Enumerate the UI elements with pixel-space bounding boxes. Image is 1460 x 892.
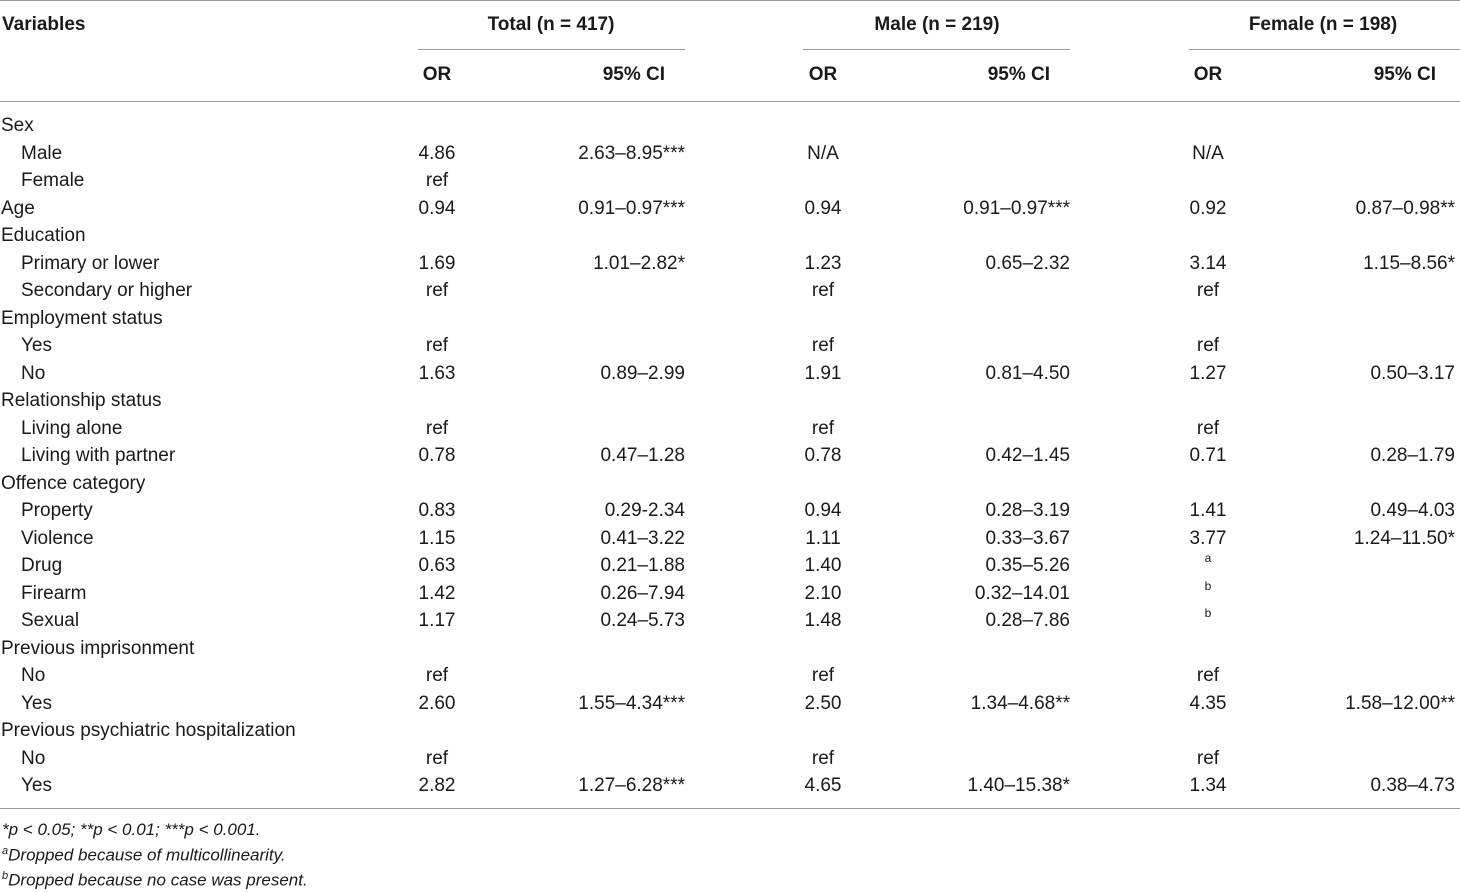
row-label: Female [21, 170, 85, 191]
cell-or-female: N/A [1192, 142, 1224, 164]
row-label: Drug [21, 555, 63, 576]
row-label: Primary or lower [21, 252, 160, 274]
cell-or-female: ref [1196, 280, 1220, 301]
row-label: Sex [1, 115, 34, 136]
table-bottom-rule [0, 808, 1460, 809]
cell-or-total: ref [425, 417, 449, 439]
cell-or-male: 2.10 [804, 582, 842, 604]
row-label: Education [1, 225, 86, 246]
ci-header-total: 95% CI [602, 64, 665, 85]
cell-ci-male: 0.42–1.45 [985, 445, 1070, 466]
cell-or-total: 1.69 [418, 252, 456, 274]
cell-or-total: ref [425, 280, 449, 301]
variables-header: Variables [2, 14, 86, 35]
header-bottom-rule [0, 101, 1460, 102]
row-label: Firearm [21, 582, 87, 604]
cell-ci-total: 0.29-2.34 [604, 500, 685, 521]
cell-or-male: 0.94 [804, 197, 842, 219]
cell-ci-total: 2.63–8.95*** [578, 142, 685, 164]
cell-or-male: 4.65 [804, 775, 842, 796]
group-rule-female [1189, 49, 1460, 50]
cell-or-total: 1.17 [418, 610, 456, 631]
cell-ci-total: 0.24–5.73 [600, 610, 685, 631]
cell-or-female: 3.77 [1189, 527, 1227, 549]
ci-header-female: 95% CI [1373, 64, 1436, 85]
cell-or-male: 1.91 [804, 362, 842, 384]
cell-ci-female: 0.50–3.17 [1370, 362, 1455, 384]
cell-or-female: a [1204, 551, 1212, 565]
cell-or-male: ref [811, 335, 835, 356]
row-label: Living with partner [21, 445, 176, 466]
cell-ci-total: 0.41–3.22 [600, 527, 685, 549]
cell-ci-female: 0.49–4.03 [1370, 500, 1455, 521]
cell-ci-male: 1.40–15.38* [967, 775, 1070, 796]
ci-header-male: 95% CI [987, 64, 1050, 85]
cell-ci-male: 0.81–4.50 [985, 362, 1070, 384]
cell-or-male: 1.23 [804, 252, 842, 274]
cell-or-total: 0.63 [418, 555, 456, 576]
row-label: Yes [21, 775, 52, 796]
row-label: Male [21, 142, 63, 164]
row-label: Living alone [21, 417, 123, 439]
row-label: No [21, 747, 46, 769]
or-header-total: OR [422, 64, 452, 85]
cell-or-female: ref [1196, 417, 1220, 439]
cell-ci-male: 0.28–7.86 [985, 610, 1070, 631]
row-label: Sexual [21, 610, 80, 631]
cell-ci-female: 1.58–12.00** [1345, 692, 1455, 714]
cell-or-total: 0.78 [418, 445, 456, 466]
cell-or-male: ref [811, 280, 835, 301]
row-label: Age [1, 197, 35, 219]
cell-or-male: ref [811, 417, 835, 439]
cell-or-total: 1.15 [418, 527, 456, 549]
cell-ci-male: 1.34–4.68** [970, 692, 1070, 714]
footnote-a-mark: a [2, 845, 9, 857]
row-label: No [21, 665, 46, 686]
footnote-significance: *p < 0.05; **p < 0.01; ***p < 0.001. [2, 820, 261, 839]
cell-or-total: ref [425, 335, 449, 356]
cell-ci-total: 1.01–2.82* [593, 252, 685, 274]
cell-or-male: ref [811, 665, 835, 686]
group-header-total: Total (n = 417) [487, 14, 615, 35]
footnote-b-mark: b [2, 870, 9, 882]
cell-or-total: 2.60 [418, 692, 456, 714]
cell-ci-total: 0.47–1.28 [600, 445, 685, 466]
cell-or-female: 3.14 [1189, 252, 1227, 274]
cell-ci-male: 0.91–0.97*** [963, 197, 1070, 219]
footnote-a [2, 845, 286, 866]
footnote-b [2, 870, 308, 891]
cell-or-total: ref [425, 170, 449, 191]
cell-or-male: 0.94 [804, 500, 842, 521]
cell-or-total: 0.94 [418, 197, 456, 219]
cell-or-male: 1.48 [804, 610, 842, 631]
group-header-female: Female (n = 198) [1248, 14, 1398, 35]
cell-or-total: 2.82 [418, 775, 456, 796]
cell-ci-total: 1.27–6.28*** [578, 775, 685, 796]
cell-or-female: ref [1196, 335, 1220, 356]
cell-or-female: b [1204, 578, 1212, 593]
cell-ci-female: 0.28–1.79 [1370, 445, 1455, 466]
cell-or-total: 1.63 [418, 362, 456, 384]
group-header-male: Male (n = 219) [874, 14, 1000, 35]
cell-ci-male: 0.35–5.26 [985, 555, 1070, 576]
cell-or-male: 0.78 [804, 445, 842, 466]
row-label: Property [21, 500, 93, 521]
cell-or-female: ref [1196, 747, 1220, 769]
row-label: Relationship status [1, 390, 162, 411]
cell-ci-total: 0.21–1.88 [600, 555, 685, 576]
cell-or-total: 4.86 [418, 142, 456, 164]
row-label: No [21, 362, 46, 384]
cell-ci-female: 0.87–0.98** [1355, 197, 1455, 219]
cell-ci-female: 1.24–11.50* [1353, 527, 1455, 549]
cell-or-female: 4.35 [1189, 692, 1227, 714]
cell-ci-total: 0.89–2.99 [600, 362, 685, 384]
cell-ci-female: 1.15–8.56* [1363, 252, 1455, 274]
cell-ci-total: 0.26–7.94 [600, 582, 685, 604]
cell-or-male: N/A [807, 142, 839, 164]
cell-or-male: ref [811, 747, 835, 769]
or-header-male: OR [808, 64, 838, 85]
cell-or-female: ref [1196, 665, 1220, 686]
cell-or-female: 1.41 [1189, 500, 1227, 521]
footnote-b-text: Dropped because no case was present. [8, 870, 308, 890]
cell-ci-male: 0.33–3.67 [985, 527, 1070, 549]
cell-ci-total: 0.91–0.97*** [578, 197, 685, 219]
cell-ci-total: 1.55–4.34*** [578, 692, 685, 714]
cell-ci-male: 0.65–2.32 [985, 252, 1070, 274]
cell-ci-male: 0.32–14.01 [974, 582, 1070, 604]
cell-or-female: b [1204, 606, 1212, 620]
cell-or-total: 1.42 [418, 582, 456, 604]
footnote-a-text: Dropped because of multicollinearity. [8, 845, 286, 865]
cell-or-female: 1.34 [1189, 775, 1227, 796]
row-label: Yes [21, 692, 52, 714]
or-header-female: OR [1193, 64, 1223, 85]
cell-or-total: 0.83 [418, 500, 456, 521]
row-label: Offence category [1, 472, 146, 494]
row-label: Secondary or higher [21, 280, 193, 301]
cell-or-female: 0.71 [1189, 445, 1227, 466]
row-label: Previous psychiatric hospitalization [1, 720, 296, 741]
cell-or-male: 1.11 [805, 527, 841, 549]
cell-or-total: ref [425, 747, 449, 769]
row-label: Yes [21, 335, 52, 356]
table-top-rule [0, 0, 1460, 1]
cell-ci-female: 0.38–4.73 [1370, 775, 1455, 796]
row-label: Employment status [1, 307, 163, 329]
cell-or-male: 1.40 [804, 555, 842, 576]
group-rule-total [418, 49, 685, 50]
cell-or-male: 2.50 [804, 692, 842, 714]
cell-or-total: ref [425, 665, 449, 686]
cell-or-female: 0.92 [1189, 197, 1227, 219]
row-label: Violence [21, 527, 94, 549]
row-label: Previous imprisonment [1, 637, 195, 659]
cell-ci-male: 0.28–3.19 [985, 500, 1070, 521]
group-rule-male [803, 49, 1070, 50]
cell-or-female: 1.27 [1189, 362, 1227, 384]
